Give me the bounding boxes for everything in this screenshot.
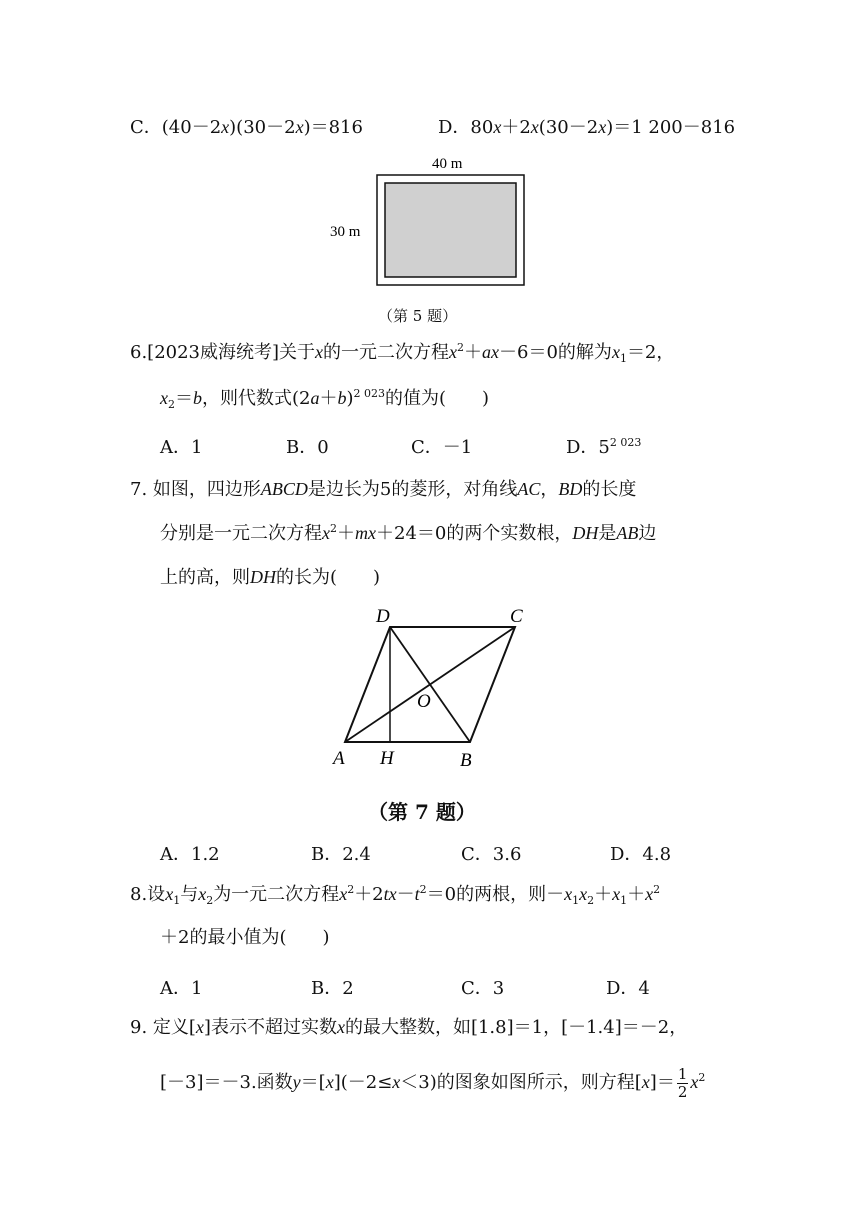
q6-option-a: A．1 [160, 437, 203, 458]
q6-option-b: B．0 [286, 437, 329, 458]
height-label: 30 m [330, 224, 361, 240]
label-a: A [333, 748, 345, 769]
figure-7-caption: （第 7 题） [368, 800, 476, 824]
q8-option-c: C．3 [461, 978, 505, 999]
fraction-one-half: $\frac{1}{2}$ [677, 1065, 688, 1101]
q9-line2: [－3]＝－3.函数y＝[x](－2≤x＜3)的图象如图所示，则方程[x]＝ $\frac{1}{2}$ $x^2$ [160, 1065, 706, 1101]
q6-option-c: C．－1 [411, 437, 473, 458]
q7-line3: 上的高，则DH的长为( ) [160, 567, 381, 588]
label-c: C [510, 606, 523, 627]
q7-line2: 分别是一元二次方程$x^2+mx+24=0$的两个实数根，DH是AB边 [160, 522, 657, 544]
figure-5-caption: （第 5 题） [378, 307, 458, 325]
q7-option-d: D．4.8 [610, 844, 672, 865]
q7-option-b: B．2.4 [311, 844, 371, 865]
label-b: B [460, 750, 472, 771]
q6-option-d: D．$5^{2 023}$ [566, 436, 642, 458]
q9-line1: 9. 定义[x]表示不超过实数x的最大整数，如[1.8]＝1，[－1.4]＝－2， [130, 1017, 688, 1038]
label-d: D [376, 606, 390, 627]
q5-option-c: C．(40－2x)(30－2x)＝816 [130, 117, 363, 138]
q8-option-d: D．4 [606, 978, 650, 999]
q7-line1: 7. 如图，四边形ABCD是边长为5的菱形，对角线AC，BD的长度 [130, 479, 637, 500]
diagonal-bd [390, 627, 470, 742]
q8-option-b: B．2 [311, 978, 354, 999]
q8-option-a: A．1 [160, 978, 203, 999]
figure-5-rectangle [320, 150, 540, 290]
figure-7-rhombus [320, 600, 550, 775]
q7-option-c: C．3.6 [461, 844, 522, 865]
q7-option-a: A．1.2 [160, 844, 220, 865]
q6-line1: 6.[2023威海统考]关于x的一元二次方程$x^2+ax-6=0$的解为$x_1=2$， [130, 341, 675, 365]
inner-rect [385, 183, 516, 277]
q5-option-d: D．80x＋2x(30－2x)＝1 200－816 [438, 117, 736, 138]
label-o: O [417, 691, 431, 712]
q8-line1: 8.设$x_1$与$x_2$为一元二次方程$x^2+2tx-t^2=0$的两根，则$-x_1x_2+x_1+x^2$ [130, 883, 661, 907]
q8-line2: ＋2的最小值为( ) [160, 927, 330, 948]
width-label: 40 m [432, 156, 463, 172]
q6-line2: $x_2=b$，则代数式$(2a+b)^{2 023}$的值为( ) [160, 387, 490, 411]
label-h: H [380, 748, 394, 769]
